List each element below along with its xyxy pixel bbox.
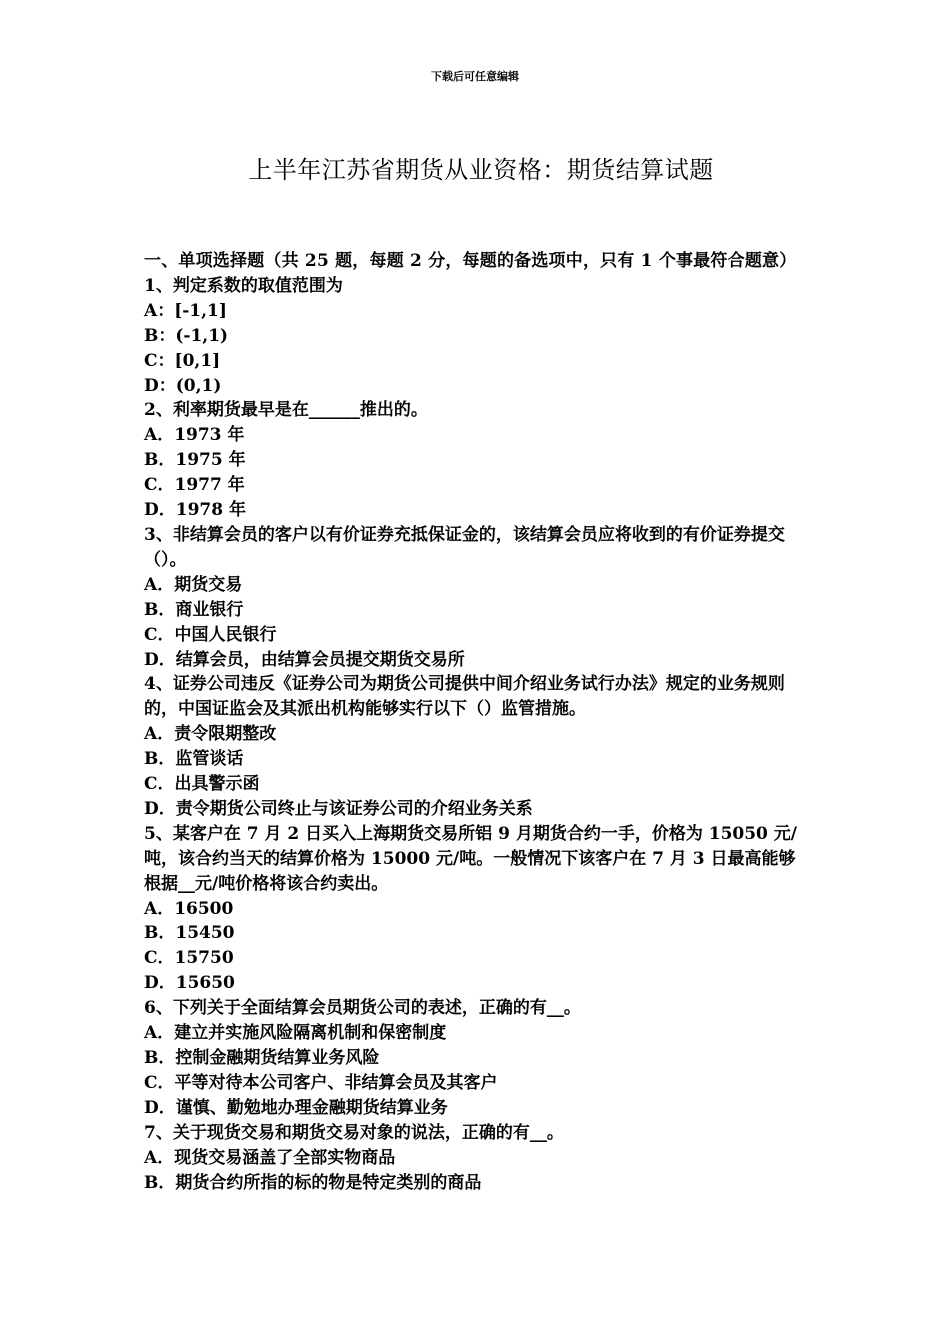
- option-c: C．出具警示函: [144, 774, 260, 795]
- option-a: A．现货交易涵盖了全部实物商品: [144, 1147, 396, 1168]
- option-b: B．期货合约所指的标的物是特定类别的商品: [144, 1172, 482, 1193]
- question-7: [144, 1121, 810, 1196]
- option-a: A．期货交易: [144, 574, 243, 595]
- option-c: C．中国人民银行: [144, 624, 277, 645]
- option-d: D．1978 年: [144, 500, 246, 521]
- question-4: [144, 672, 810, 821]
- option-d: D．责令期货公司终止与该证券公司的介绍业务关系: [144, 798, 533, 819]
- option-a: A．建立并实施风险隔离机制和保密制度: [144, 1023, 447, 1044]
- question-stem: 4、证券公司违反《证券公司为期货公司提供中间介绍业务试行办法》规定的业务规则的，中国证监会及其派出机构能够实行以下（）监管措施。: [144, 674, 785, 720]
- option-b: B．商业银行: [144, 599, 244, 620]
- question-5: [144, 822, 810, 996]
- option-d: D．结算会员，由结算会员提交期货交易所: [144, 649, 465, 670]
- option-a: A．16500: [144, 898, 234, 919]
- header-note: 下载后可任意编辑: [431, 70, 519, 83]
- section-heading: 一、单项选择题（共 25 题，每题 2 分，每题的备选项中，只有 1 个事最符合题意）: [144, 251, 797, 271]
- option-c: C：[0,1]: [144, 350, 221, 371]
- question-stem: 2、利率期货最早是在______推出的。: [144, 400, 428, 421]
- question-6: [144, 996, 810, 1121]
- question-stem: 1、判定系数的取值范围为: [144, 275, 343, 296]
- option-a: A：[-1,1]: [144, 300, 227, 321]
- question-1: [144, 274, 810, 399]
- question-stem: 5、某客户在 7 月 2 日买入上海期货交易所铝 9 月期货合约一手，价格为 15050 元/吨，该合约当天的结算价格为 15000 元/吨。一般情况下该客户在 7 月 3 日最高能够根据__元/吨价格将该合约卖出。: [144, 823, 798, 894]
- question-stem: 6、下列关于全面结算会员期货公司的表述，正确的有__。: [144, 998, 581, 1019]
- option-a: A．责令限期整改: [144, 724, 277, 745]
- option-b: B．监管谈话: [144, 749, 244, 770]
- option-b: B．1975 年: [144, 450, 246, 471]
- option-a: A．1973 年: [144, 425, 245, 446]
- page-title: 上半年江苏省期货从业资格：期货结算试题: [248, 156, 714, 184]
- option-c: C．平等对待本公司客户、非结算会员及其客户: [144, 1072, 498, 1093]
- option-d: D．谨慎、勤勉地办理金融期货结算业务: [144, 1097, 448, 1118]
- option-b: B．控制金融期货结算业务风险: [144, 1048, 380, 1068]
- option-d: D：(0,1): [144, 375, 222, 396]
- option-b: B．15450: [144, 923, 235, 944]
- question-stem: 7、关于现货交易和期货交易对象的说法，正确的有__。: [144, 1122, 564, 1143]
- option-c: C．15750: [144, 948, 234, 969]
- question-2: [144, 398, 810, 523]
- option-b: B：(-1,1): [144, 325, 229, 346]
- question-3: [144, 523, 810, 672]
- question-stem: 3、非结算会员的客户以有价证券充抵保证金的，该结算会员应将收到的有价证券提交（）。: [144, 524, 785, 570]
- option-c: C．1977 年: [144, 475, 245, 496]
- option-d: D．15650: [144, 973, 235, 994]
- exam-content: [144, 249, 810, 1195]
